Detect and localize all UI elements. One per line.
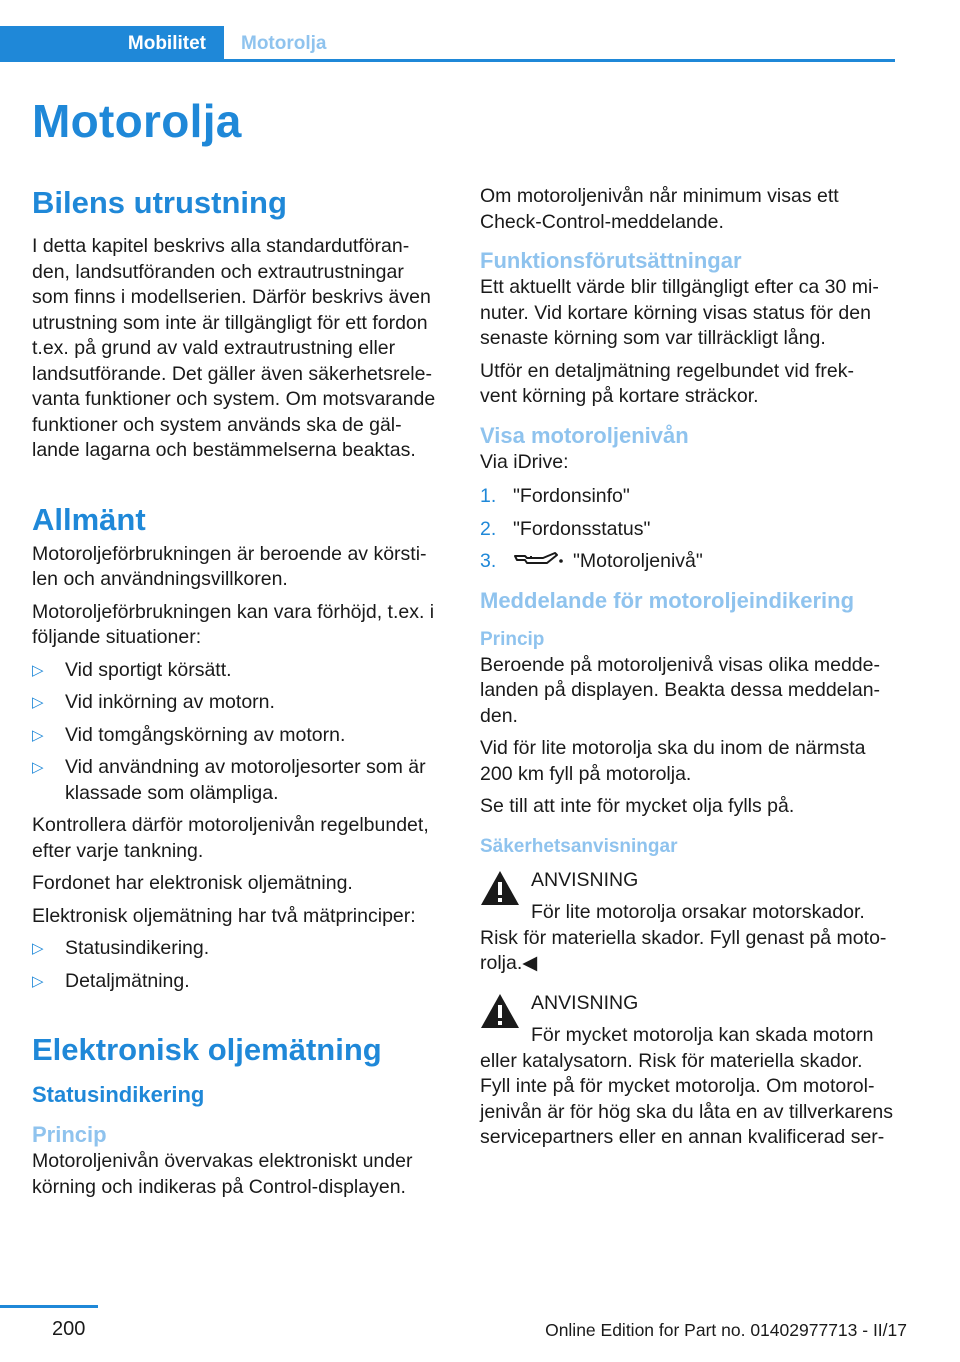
paragraph-forhojd: Motoroljeförbrukningen kan vara förhöjd, t.ex. i följande situationer: — [32, 600, 435, 648]
warning-text: För lite motorolja orsakar motorskador. — [531, 901, 865, 923]
heading-funktionsforutsattningar: Funktionsförutsättningar — [480, 248, 742, 273]
paragraph-aktuellt-varde: Ett aktuellt värde blir tillgängligt efter ca 30 mi- nuter. Vid kortare körning visas status för den senaste körning som var tillräckligt lång. — [480, 276, 879, 349]
oil-can-icon — [513, 550, 565, 570]
tab-motorolja[interactable]: Motorolja — [241, 33, 327, 54]
step-item: 2. "Fordonsstatus" — [480, 517, 651, 540]
warning-text: eller katalysatorn. Risk för materiella skador. Fyll inte på för mycket motorolja. Om motorol- jenivån är för hög ska du låta en av tillverkarens servicepartners eller en annan kvalificerad ser- — [480, 1049, 893, 1148]
paragraph-utrustning: I detta kapitel beskrivs alla standardutföran- den, landsutföranden och extrautrustningar som finns i modellserien. Därför beskrivs även utrustning som inte är tillgängligt för ett fordon t.ex. på grund av vald extrautrustning eller landsutförande. Det gäller även säkerhetsrele- vanta funktioner och system. Om motsvarande funktioner och system används ska de gäl- lande lagarna och bestämmelserna beaktas. — [32, 235, 436, 461]
warning-notice — [480, 868, 896, 977]
paragraph-lite-motorolja: Vid för lite motorolja ska du inom de närmsta 200 km fyll på motorolja. — [480, 737, 866, 785]
heading-sakerhetsanvisningar: Säkerhetsanvisningar — [480, 835, 678, 857]
warning-notice — [480, 991, 896, 1151]
list-item: ▷ Vid inkörning av motorn. — [32, 691, 275, 713]
header-tabbar — [0, 26, 895, 62]
warning-title: ANVISNING — [531, 991, 639, 1014]
paragraph-elektronisk: Fordonet har elektronisk oljemätning. — [32, 872, 353, 894]
page-number: 200 — [52, 1318, 86, 1340]
steps-list — [480, 484, 896, 575]
edition-note: Online Edition for Part no. 01402977713 - II/17 — [545, 1320, 907, 1340]
list-item: ▷ Detaljmätning. — [32, 969, 190, 992]
paragraph-minimum: Om motoroljenivån når minimum visas ett Check-Control-meddelande. — [480, 185, 839, 233]
heading-princip: Princip — [32, 1122, 107, 1147]
paragraph-for-mycket: Se till att inte för mycket olja fylls på. — [480, 795, 795, 817]
step-item: 3. "Motoroljenivå" — [480, 550, 703, 572]
paragraph-kontrollera: Kontrollera därför motoroljenivån regelbundet, efter varje tankning. — [32, 814, 429, 862]
left-column — [32, 184, 448, 1200]
warning-title: ANVISNING — [531, 868, 639, 891]
heading-princip-right: Princip — [480, 628, 545, 650]
right-column — [480, 184, 896, 1151]
warning-text: För mycket motorolja kan skada motorn — [531, 1024, 874, 1046]
paragraph-matprinciper: Elektronisk oljemätning har två mätprinciper: — [32, 904, 416, 927]
heading-allmant: Allmänt — [32, 501, 146, 537]
bullet-list-principer — [32, 936, 448, 994]
heading-visa-motoroljenivan: Visa motoroljenivån — [480, 422, 689, 448]
step-item: 1. "Fordonsinfo" — [480, 485, 630, 507]
bullet-list-situationer — [32, 658, 448, 807]
list-item: ▷ Vid sportigt körsätt. — [32, 658, 232, 681]
paragraph-via-idrive: Via iDrive: — [480, 450, 569, 473]
header-rule — [224, 59, 895, 62]
heading-meddelande: Meddelande för motoroljeindikering — [480, 587, 855, 613]
list-item: ▷ Vid användning av motoroljesorter som är klassade som olämpliga. — [32, 756, 426, 804]
warning-icon — [480, 993, 520, 1029]
heading-bilens-utrustning: Bilens utrustning — [32, 185, 287, 220]
warning-icon — [480, 870, 520, 906]
list-item: ▷ Statusindikering. — [32, 937, 210, 959]
paragraph-meddelanden: Beroende på motoroljenivå visas olika medde- landen på displayen. Beakta dessa meddelan- den. — [480, 653, 881, 727]
heading-statusindikering: Statusindikering — [32, 1082, 205, 1107]
paragraph-forbrukning: Motoroljeförbrukningen är beroende av körsti- len och användningsvillkoren. — [32, 542, 427, 590]
footer-rule — [0, 1305, 98, 1308]
paragraph-overvakas: Motoroljenivån övervakas elektroniskt under körning och indikeras på Control-displayen. — [32, 1150, 413, 1198]
paragraph-detaljmatning: Utför en detaljmätning regelbundet vid frek- vent körning på kortare sträckor. — [480, 359, 854, 407]
heading-elektronisk-oljematning: Elektronisk oljemätning — [32, 1032, 382, 1067]
list-item: ▷ Vid tomgångskörning av motorn. — [32, 723, 346, 746]
tab-mobilitet[interactable]: Mobilitet — [0, 26, 224, 62]
page-title: Motorolja — [32, 95, 242, 147]
warning-text: Risk för materiella skador. Fyll genast på moto- rolja.◀ — [480, 926, 887, 974]
